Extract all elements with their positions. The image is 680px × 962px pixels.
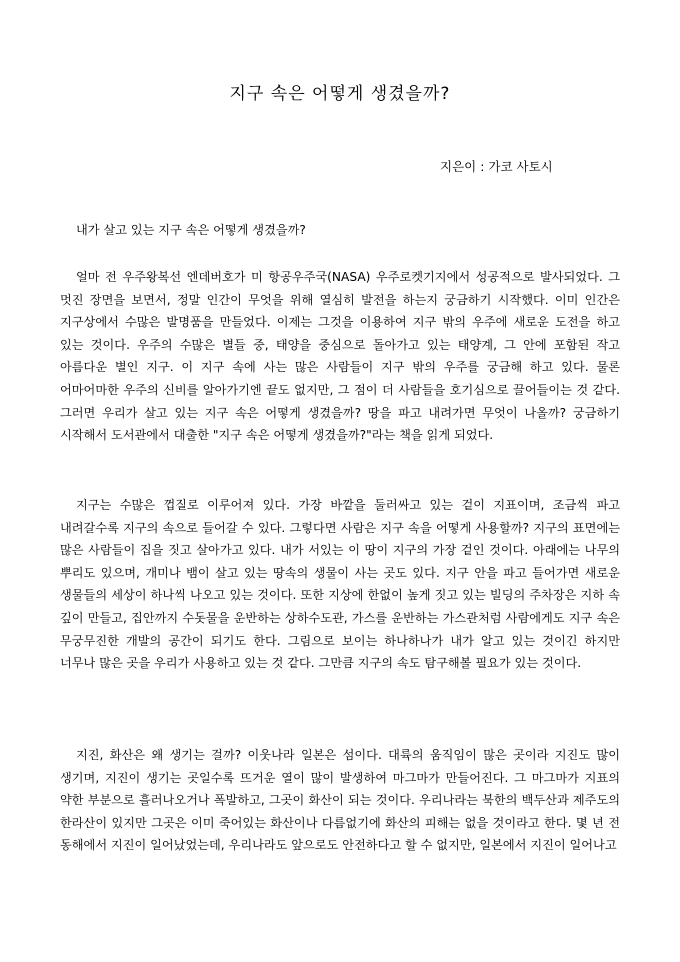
document-author: 지은이 : 가코 사토시 xyxy=(440,159,553,174)
paragraph-earth-layers: 지구는 수많은 껍질로 이루어져 있다. 가장 바깥을 둘러싸고 있는 겉이 지표이며, 조금씩 파고 내려갈수록 지구의 속으로 들어갈 수 있다. 그렇다면 사람은 지구 속을 어떻게 사용할까? 지구의 표면에는 많은 사람들이 집을 짓고 살아가고 있다. 내가 서있는 이 땅이 지구의 가장 겉인 것이다. 아래에는 나무의 뿌리도 있으며, 개미나 뱀이 살고 있는 땅속의 생물이 사는 곳도 있다. 지구 안을 파고 들어가면 새로운 생물들의 세상이 하나씩 나오고 있는 것이다. 또한 지상에 한없이 높게 짓고 있는 빌딩의 주차장은 지하 속 깊이 만들고, 집안까지 수돗물을 운반하는 상하수도관, 가스를 운반하는 가스관처럼 사람에게도 지구 속은 무궁무진한 개발의 공간이 되기도 한다. 그림으로 보이는 하나하나가 내가 알고 있는 것이긴 하지만 너무나 많은 곳을 우리가 사용하고 있는 것 같다. 그만큼 지구의 속도 탐구해볼 필요가 있는 것이다. xyxy=(60,498,620,671)
paragraph-intro: 내가 살고 있는 지구 속은 어떻게 생겼을까? xyxy=(76,223,306,237)
paragraph-space-shuttle: 얼마 전 우주왕복선 엔데버호가 미 항공우주국(NASA) 우주로켓기지에서 성공적으로 발사되었다. 그 멋진 장면을 보면서, 정말 인간이 무엇을 위해 열심히 발전을 하는지 궁금하기 시작했다. 이미 인간은 지구상에서 수많은 발명품을 만들었다. 이제는 그것을 이용하여 지구 밖의 우주에 새로운 도전을 하고 있는 것이다. 우주의 수많은 별들 중, 태양을 중심으로 돌아가고 있는 태양계, 그 안에 포함된 작고 아름다운 별인 지구. 이 지구 속에 사는 많은 사람들이 지구 밖의 우주를 궁금해 하고 있다. 물론 어마어마한 우주의 신비를 알아가기엔 끝도 없지만, 그 점이 더 사람들을 호기심으로 끌어들이는 것 같다. 그러면 우리가 살고 있는 지구 속은 어떻게 생겼을까? 땅을 파고 내려가면 무엇이 나올까? 궁금하기 시작해서 도서관에서 대출한 "지구 속은 어떻게 생겼을까?"라는 책을 읽게 되었다. xyxy=(60,270,620,443)
paragraph-earthquakes-volcanoes: 지진, 화산은 왜 생기는 걸까? 이웃나라 일본은 섬이다. 대륙의 움직임이 많은 곳이라 지진도 많이 생기며, 지진이 생기는 곳일수록 뜨거운 열이 많이 발생하여 마그마가 만들어진다. 그 마그마가 지표의 약한 부분으로 흘러나오거나 폭발하고, 그곳이 화산이 되는 것이다. 우리나라는 북한의 백두산과 제주도의 한라산이 있지만 그곳은 이미 죽어있는 화산이나 다름없기에 화산의 피해는 없을 것이라고 한다. 몇 년 전 동해에서 지진이 일어났었는데, 우리나라도 앞으로도 안전하다고 할 수 없지만, 일본에서 지진이 일어나고 xyxy=(60,748,620,853)
document-title: 지구 속은 어떻게 생겼을까? xyxy=(229,84,451,104)
